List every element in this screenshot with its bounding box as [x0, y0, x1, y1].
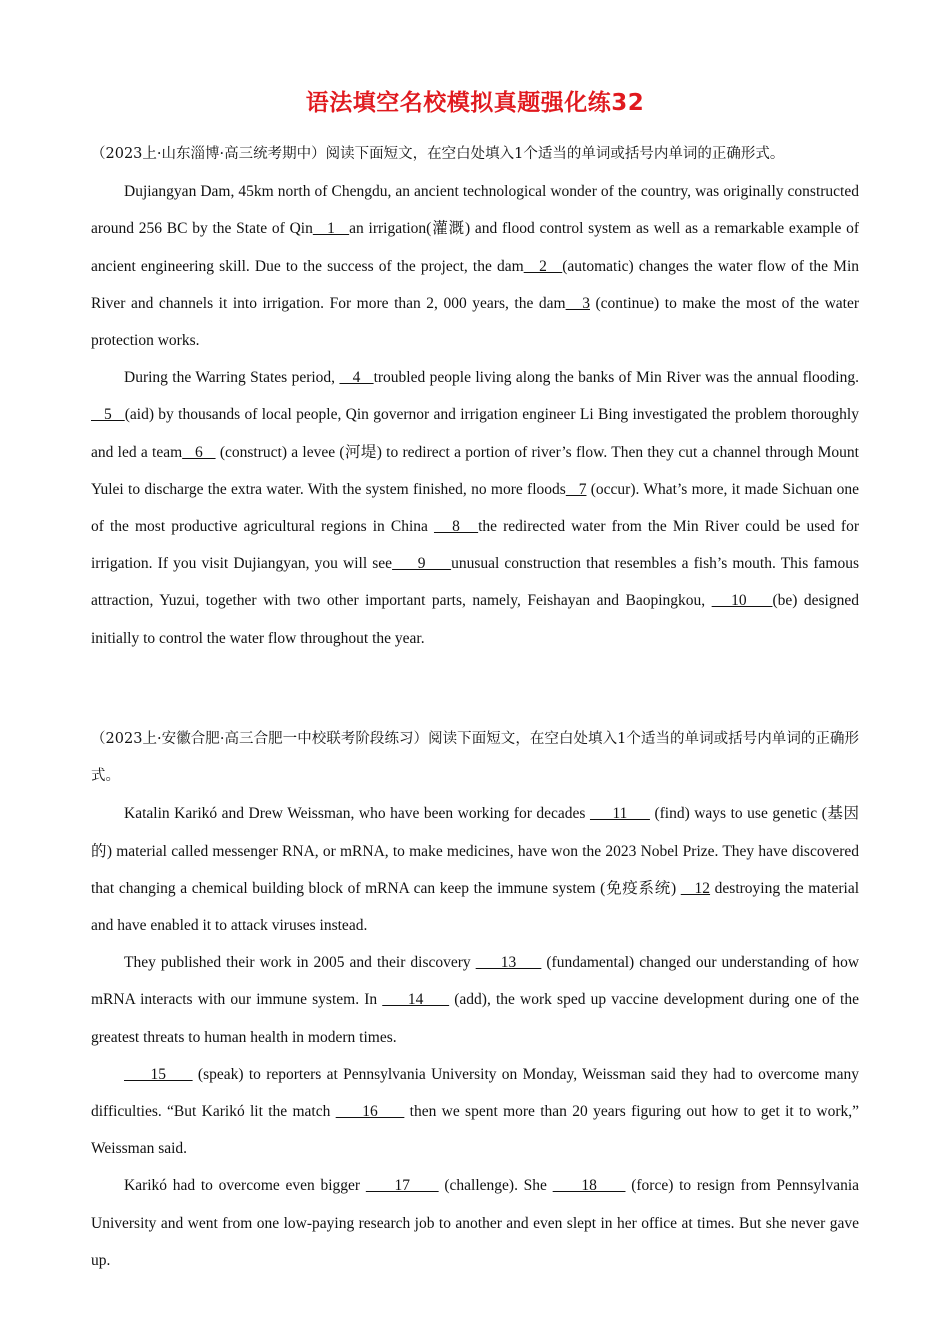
paragraph-text: then we spent more than 20 years figuring out how to get it to work,” Weissman said. [91, 1103, 859, 1158]
paragraph-text: Katalin Karikó and Drew Weissman, who have been working for decades [124, 805, 590, 823]
paragraph-text: (force) to resign from Pennsylvania University and went from one low-paying research job to another and even slept in her office at times. But she never gave up. [91, 1177, 860, 1269]
paragraph-text: (aid) by thousands of local people, Qin governor and irrigation engineer Li Bing investigated the problem thoroughly and led a team [91, 406, 859, 461]
paragraph-text: Karikó had to overcome even bigger [124, 1177, 366, 1195]
answer-blank: 12 [680, 879, 711, 897]
passage-2 [91, 721, 859, 1279]
paragraph-text: (occur). What’s more, it made Sichuan one of the most productive agricultural regions in China [91, 480, 860, 536]
paragraph-text: unusual construction that resembles a fish’s mouth. This famous attraction, Yuzui, together with two other important parts, namely, Feishayan and Baopingkou, [91, 555, 860, 610]
answer-blank: 13 [475, 954, 542, 972]
paragraph-text: (automatic) changes the water flow of the Min River and channels it into irrigation. For more than 2, 000 years, the dam [91, 257, 859, 312]
passage-1-intro: （2023上·山东淄博·高三统考期中）阅读下面短文，在空白处填入1个适当的单词或括号内单词的正确形式。 [91, 146, 785, 162]
paragraph-text: They published their work in 2005 and their discovery [124, 954, 476, 972]
paragraph-text: destroying the material and have enabled it to attack viruses instead. [91, 879, 860, 935]
passage-2-paragraph-1 [91, 795, 859, 944]
answer-blank: 3 [565, 294, 590, 312]
paragraph-text: Dujiangyan Dam, 45km north of Chengdu, an ancient technological wonder of the country, was originally constructed around 256 BC by the State of Qin [91, 183, 859, 238]
passage-2-paragraph-4 [91, 1167, 859, 1279]
passage-1 [91, 136, 859, 657]
passage-1-paragraph-1 [91, 173, 859, 359]
paragraph-text: (speak) to reporters at Pennsylvania University on Monday, Weissman said they had to overcome many difficulties. “But Karikó lit the match [91, 1065, 859, 1121]
answer-blank: 14 [382, 991, 450, 1009]
paragraph-text: troubled people living along the banks of Min River was the annual flooding. [373, 369, 859, 387]
paragraph-text: (fundamental) changed our understanding of how mRNA interacts with our immune system. In [91, 954, 860, 1009]
paragraph-text: (be) designed initially to control the water flow throughout the year. [91, 592, 859, 647]
answer-blank: 15 [124, 1065, 193, 1083]
paragraph-text: (continue) to make the most of the water protection works. [91, 294, 860, 350]
passage-2-intro: （2023上·安徽合肥·高三合肥一中校联考阶段练习）阅读下面短文，在空白处填入1个适当的单词或括号内单词的正确形式。 [91, 731, 859, 785]
passage-2-paragraph-3 [91, 1056, 859, 1168]
document-title: 语法填空名校模拟真题强化练32 [305, 90, 645, 116]
answer-blank: 1 [312, 220, 350, 238]
answer-blank: 17 [365, 1177, 439, 1195]
paragraph-text: (find) ways to use genetic (基因的) material called messenger RNA, or mRNA, to make medicines, have won the 2023 Nobel Prize. They have discovered that changing a chemical building block of mRNA can keep the immune system (免疫系统) [91, 805, 860, 897]
answer-blank: 9 [392, 555, 452, 573]
answer-blank: 2 [523, 257, 563, 275]
answer-blank: 4 [339, 369, 374, 387]
answer-blank: 16 [335, 1103, 405, 1121]
answer-blank: 7 [565, 480, 587, 498]
passage-2-paragraph-2 [91, 944, 859, 1056]
answer-blank: 6 [182, 443, 216, 461]
answer-blank: 10 [711, 592, 773, 610]
paragraph-text: (construct) a levee (河堤) to redirect a portion of river’s flow. Then they cut a channel through Mount Yulei to discharge the extra water. With the system finished, no more floods [91, 443, 859, 498]
answer-blank: 8 [433, 518, 479, 536]
answer-blank: 5 [91, 406, 125, 424]
passage-1-paragraph-2 [91, 359, 859, 657]
paragraph-text: (add), the work sped up vaccine development during one of the greatest threats to human health in modern times. [91, 991, 859, 1046]
paragraph-text: an irrigation(灌溉) and flood control system as well as a remarkable example of ancient engineering skill. Due to the success of the project, the dam [91, 220, 860, 275]
answer-blank: 11 [589, 805, 650, 823]
answer-blank: 18 [552, 1177, 626, 1195]
paragraph-text: the redirected water from the Min River could be used for irrigation. If you visit Dujiangyan, you will see [91, 518, 859, 573]
paragraph-text: (challenge). She [438, 1177, 553, 1195]
paragraph-text: During the Warring States period, [124, 369, 340, 387]
